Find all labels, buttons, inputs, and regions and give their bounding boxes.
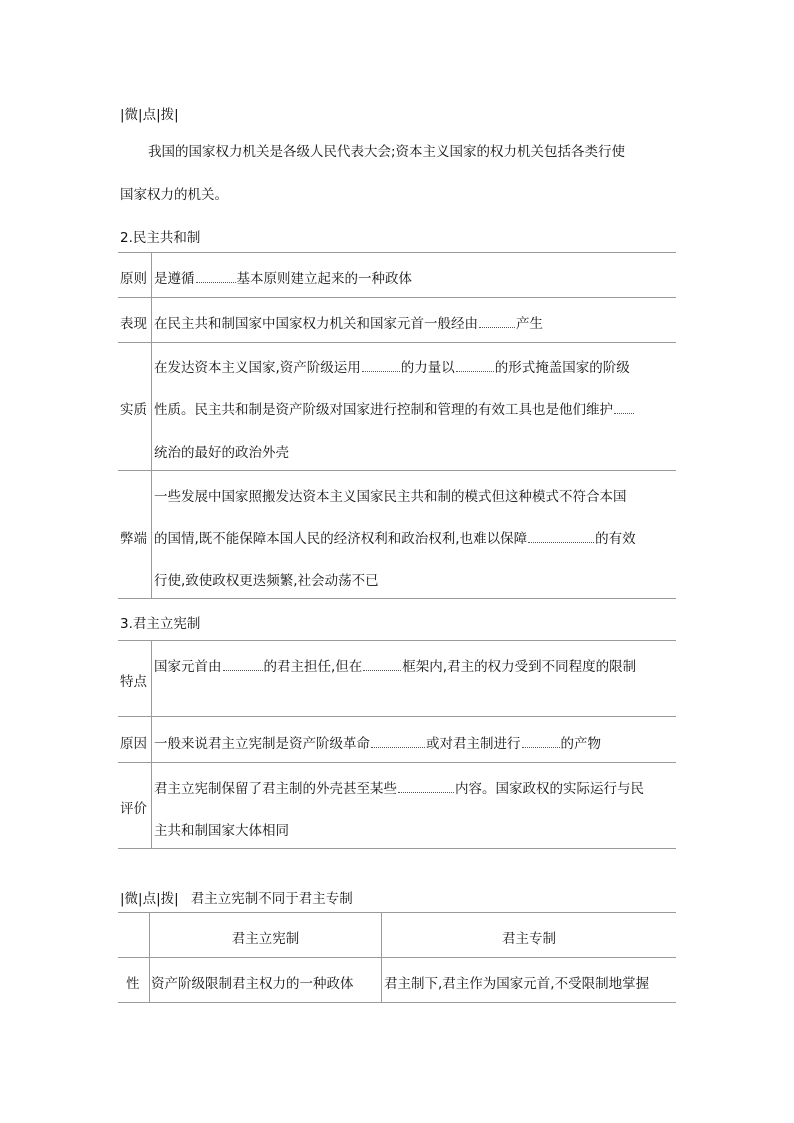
- row-content-drawback-1: 一些发展中国家照搬发达资本主义国家民主共和制的模式但这种模式不符合本国: [154, 489, 627, 505]
- text-segment: 或对君主制进行: [426, 736, 521, 752]
- row-content-evaluation-1: [154, 777, 644, 797]
- text-segment: 性质。民主共和制是资产阶级对国家进行控制和管理的有效工具也是他们维护: [154, 402, 613, 418]
- row-content-drawback-3: 行使,致使政权更迭频繁,社会动荡不已: [154, 573, 379, 589]
- fill-blank[interactable]: [363, 656, 401, 671]
- intro-line-1: 我国的国家权力机关是各级人民代表大会;资本主义国家的权力机关包括各类行使: [148, 144, 626, 160]
- fill-blank[interactable]: [398, 778, 454, 793]
- row-content-essence-3: 统治的最好的政治外壳: [154, 445, 289, 461]
- text-segment: 的力量以: [400, 360, 455, 376]
- text-segment: 的形式掩盖国家的阶级: [494, 360, 630, 376]
- text-segment: 的产物: [560, 736, 601, 752]
- compare-col2-header: 君主专制: [502, 931, 556, 947]
- text-segment: 是遵循: [154, 271, 195, 287]
- fill-blank[interactable]: [614, 399, 634, 414]
- compare-row-col1: 资产阶级限制君主权力的一种政体: [151, 976, 354, 992]
- text-segment: 君主立宪制保留了君主制的外壳甚至某些: [154, 781, 397, 797]
- compare-heading: [120, 887, 353, 907]
- row-label-manifestation: 表现: [120, 316, 147, 332]
- fill-blank[interactable]: [371, 733, 425, 748]
- row-content-reason: [154, 732, 601, 752]
- row-label-evaluation: 评价: [120, 801, 147, 817]
- compare-title: 君主立宪制不同于君主专制: [190, 891, 353, 907]
- row-content-feature: [154, 655, 636, 675]
- compare-row-label: 性: [126, 976, 140, 992]
- fill-blank[interactable]: [456, 357, 494, 372]
- text-segment: 内容。国家政权的实际运行与民: [455, 781, 644, 797]
- text-segment: 的有效: [595, 531, 636, 547]
- row-label-essence: 实质: [120, 402, 147, 418]
- row-content-evaluation-2: 主共和制国家大体相同: [154, 823, 289, 839]
- section3-heading: 3.君主立宪制: [120, 616, 201, 632]
- fill-blank[interactable]: [479, 313, 515, 328]
- text-segment: 的国情,既不能保障本国人民的经济权利和政治权利,也难以保障: [154, 531, 528, 547]
- fill-blank[interactable]: [362, 357, 400, 372]
- text-segment: 框架内,君主的权力受到不同程度的限制: [402, 659, 637, 675]
- text-segment: 产生: [516, 316, 543, 332]
- compare-col1-header: 君主立宪制: [231, 931, 300, 947]
- text-segment: 在发达资本主义国家,资产阶级运用: [154, 360, 361, 376]
- text-segment: 在民主共和制国家中国家权力机关和国家元首一般经由: [154, 316, 478, 332]
- row-content-principle: [154, 267, 412, 287]
- text-segment: 基本原则建立起来的一种政体: [236, 271, 412, 287]
- row-content-essence-1: [154, 356, 630, 376]
- section2-heading: 2.民主共和制: [120, 230, 201, 246]
- compare-row-col2: 君主制下,君主作为国家元首,不受限制地掌握: [384, 976, 650, 992]
- row-label-drawback: 弊端: [120, 531, 147, 547]
- row-label-reason: 原因: [120, 736, 147, 752]
- text-segment: 的君主担任,但在: [263, 659, 363, 675]
- row-content-essence-2: [154, 398, 635, 418]
- text-segment: 一般来说君主立宪制是资产阶级革命: [154, 736, 370, 752]
- compare-tag: |微|点|拨|: [120, 891, 179, 907]
- row-label-feature: 特点: [120, 674, 147, 690]
- intro-tag: |微|点|拨|: [120, 107, 179, 123]
- text-segment: 国家元首由: [154, 659, 222, 675]
- fill-blank[interactable]: [528, 528, 594, 543]
- fill-blank[interactable]: [223, 656, 263, 671]
- row-label-principle: 原则: [120, 271, 147, 287]
- row-content-drawback-2: [154, 527, 636, 547]
- fill-blank[interactable]: [196, 268, 236, 283]
- row-content-manifestation: [154, 312, 543, 332]
- intro-line-2: 国家权力的机关。: [120, 187, 228, 203]
- fill-blank[interactable]: [522, 733, 560, 748]
